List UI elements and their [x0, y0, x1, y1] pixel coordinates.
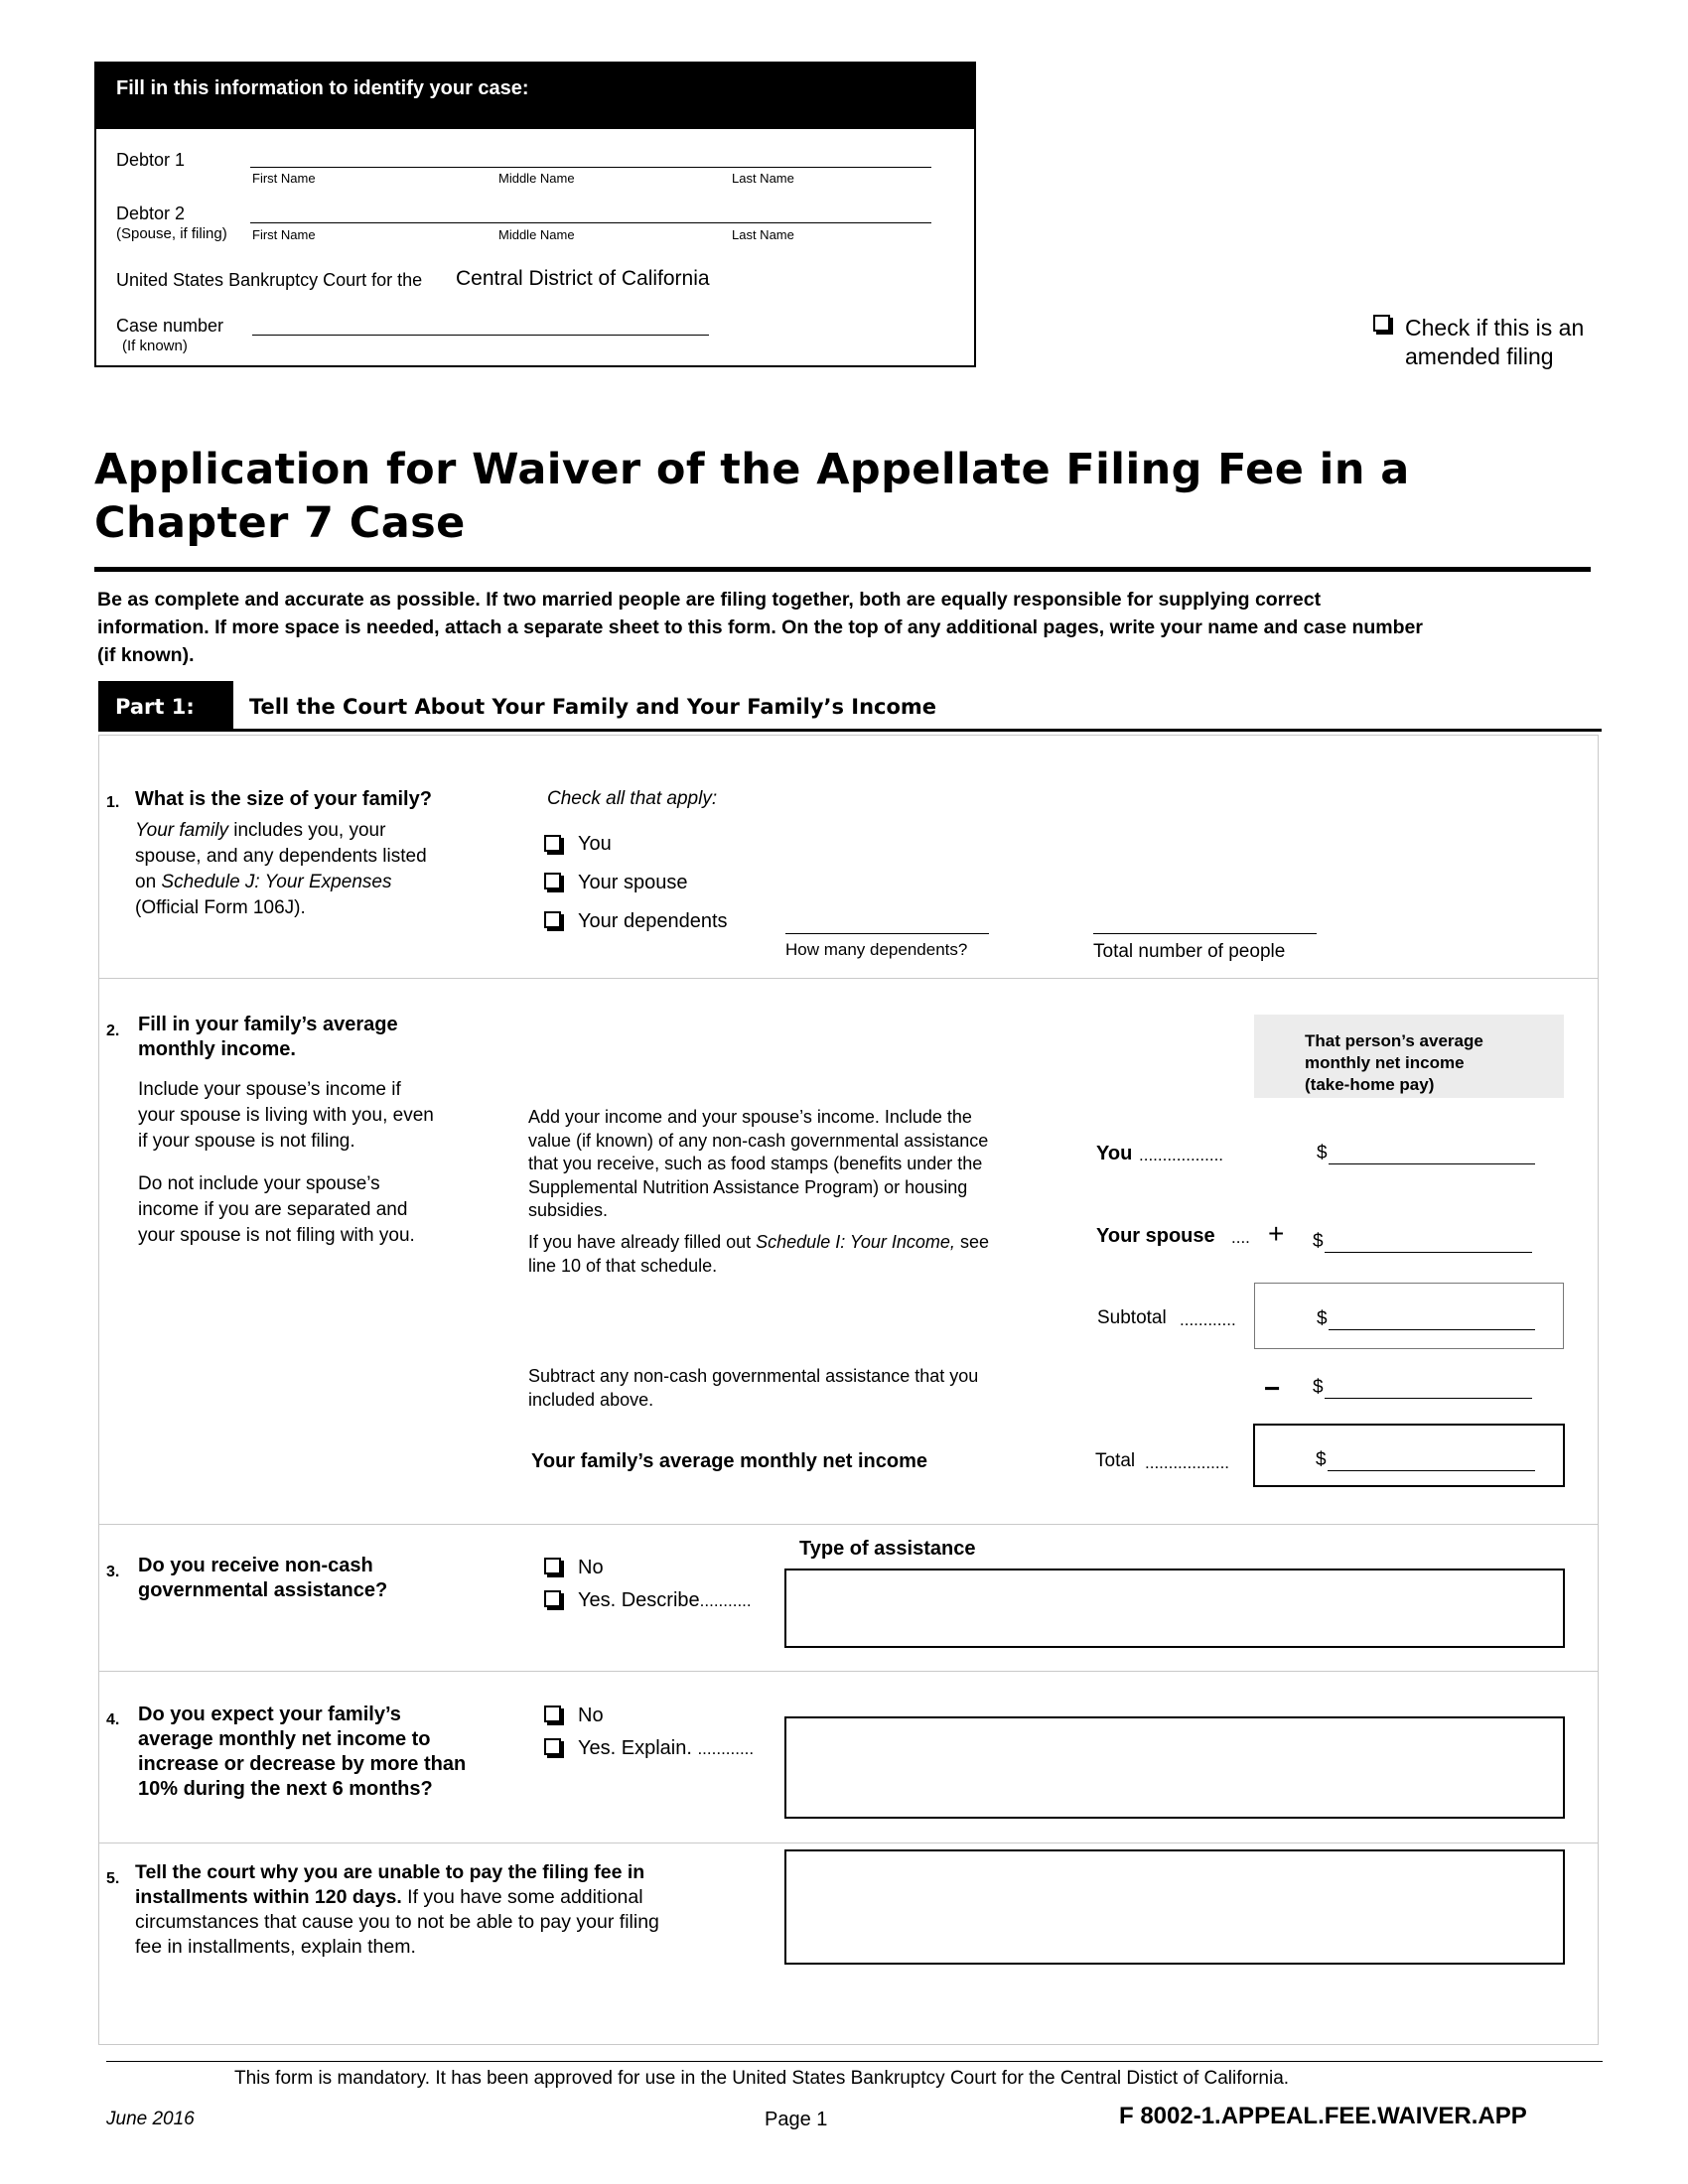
q2-number: 2. [106, 1023, 120, 1039]
q1-line2: spouse, and any dependents listed [135, 846, 427, 867]
amended-filing-checkbox[interactable] [1373, 315, 1390, 332]
q2-you-dollar: $ [1317, 1143, 1328, 1163]
q2-total-label: Total [1095, 1450, 1136, 1471]
q2-d2: line 10 of that schedule. [528, 1255, 718, 1276]
footer-page-number: Page 1 [765, 2109, 828, 2130]
q2-total-dollar: $ [1316, 1449, 1327, 1470]
q2-a1: Include your spouse’s income if [138, 1079, 401, 1100]
q3-yes-dots: ........... [699, 1591, 752, 1610]
q2-total-line [1328, 1470, 1535, 1471]
case-id-header: Fill in this information to identify your case: [96, 64, 974, 129]
debtor2-label: Debtor 2 [116, 204, 186, 223]
q4-explain-textarea[interactable] [784, 1716, 1565, 1819]
part1-title: Tell the Court About Your Family and Your Family’s Income [249, 695, 937, 719]
debtor1-label: Debtor 1 [116, 150, 186, 170]
intro-line-2: information. If more space is needed, attach a separate sheet to this form. On the top of any additional pages, write your name and case number [97, 616, 1423, 638]
part1-tag: Part 1: [115, 695, 195, 719]
intro-line-3: (if known). [97, 644, 195, 666]
q1-title: What is the size of your family? [135, 788, 432, 810]
q2-col-h2: monthly net income [1305, 1053, 1465, 1072]
q4-t2: average monthly net income to [138, 1728, 431, 1750]
q1-line4: (Official Form 106J). [135, 897, 306, 918]
q1-how-many-caption: How many dependents? [785, 940, 968, 959]
q4-t1: Do you expect your family’s [138, 1704, 401, 1725]
q2-b3: your spouse is not filing with you. [138, 1225, 415, 1246]
q2-c1: Add your income and your spouse’s income. Include the [528, 1107, 972, 1127]
q1-line1-rest: includes you, your [227, 820, 386, 841]
form-title-line-1: Application for Waiver of the Appellate Filing Fee in a [94, 445, 1410, 494]
q2-d1-pre: If you have already filled out [528, 1232, 757, 1252]
amended-line-2: amended filing [1405, 343, 1554, 369]
q2-a2: your spouse is living with you, even [138, 1105, 434, 1126]
q5-r3: circumstances that cause you to not be able to pay your filing [135, 1911, 659, 1933]
q1-check-all-label: Check all that apply: [547, 788, 718, 809]
q2-total-box[interactable] [1253, 1424, 1565, 1487]
q5-b2: installments within 120 days. [135, 1886, 402, 1908]
q3-title-line2: governmental assistance? [138, 1579, 388, 1601]
q2-subtotal-dollar: $ [1317, 1308, 1328, 1329]
amended-filing-label [1405, 314, 1584, 371]
intro-line-1: Be as complete and accurate as possible. If two married people are filing together, both are equally responsible for supplying correct [97, 589, 1322, 611]
q4-yes-checkbox[interactable] [544, 1738, 561, 1755]
case-id-box [94, 62, 976, 367]
q3-number: 3. [106, 1564, 120, 1580]
form-title [94, 443, 1410, 550]
debtor1-name-field[interactable] [250, 167, 931, 168]
q1-how-many-dependents-field[interactable] [785, 933, 989, 934]
footer-rule [106, 2061, 1603, 2062]
q1-line3-pre: on [135, 872, 162, 892]
q3-title [138, 1554, 387, 1603]
q2-c3: that you receive, such as food stamps (benefits under the [528, 1154, 983, 1173]
q2-spouse-dots: .... [1231, 1228, 1250, 1247]
q2-title-line2: monthly income. [138, 1038, 296, 1060]
q3-yes-label [578, 1589, 752, 1612]
q2-subtotal-label: Subtotal [1097, 1307, 1167, 1328]
q3-describe-textarea[interactable] [784, 1569, 1565, 1648]
q1-description [135, 818, 512, 921]
q2-title-line1: Fill in your family’s average [138, 1014, 398, 1035]
intro-text [97, 586, 1617, 669]
q1-your-family-em: Your family [135, 820, 228, 841]
q2-d1-post: see [954, 1232, 989, 1252]
q5-number: 5. [106, 1870, 120, 1887]
debtor2-sub-label: (Spouse, if filing) [116, 225, 227, 242]
q4-no-label: No [578, 1705, 604, 1726]
q2-col-h3: (take-home pay) [1305, 1075, 1435, 1094]
q3-yes-text: Yes. Describe [578, 1589, 700, 1611]
form-title-line-2: Chapter 7 Case [94, 498, 466, 548]
q4-t4: 10% during the next 6 months? [138, 1778, 433, 1800]
title-rule [94, 567, 1591, 572]
q2-you-label: You [1096, 1143, 1133, 1164]
q5-explanation-textarea[interactable] [784, 1849, 1565, 1965]
q4-yes-text: Yes. Explain. [578, 1737, 698, 1759]
q2-you-amount-field[interactable] [1329, 1163, 1535, 1164]
q2-column-header [1305, 1030, 1483, 1096]
q2-b2: income if you are separated and [138, 1199, 408, 1220]
q4-t3: increase or decrease by more than [138, 1753, 467, 1775]
q2-a3: if your spouse is not filing. [138, 1131, 355, 1152]
q2-c4: Supplemental Nutrition Assistance Program) or housing [528, 1176, 968, 1197]
q1-total-people-caption: Total number of people [1093, 941, 1286, 962]
q3-no-label: No [578, 1557, 604, 1578]
q3-no-checkbox[interactable] [544, 1558, 561, 1574]
amended-line-1: Check if this is an [1405, 315, 1585, 341]
minus-icon: − [1264, 1373, 1281, 1404]
q4-yes-label [578, 1737, 754, 1760]
q1-schedule-j: Schedule J: Your Expenses [161, 872, 392, 892]
q2-schedule-i-note [528, 1231, 1084, 1278]
q2-title [138, 1013, 398, 1062]
q2-subtract-amount-field[interactable] [1325, 1398, 1532, 1399]
q2-e2: included above. [528, 1389, 654, 1410]
footer-mandatory-note: This form is mandatory. It has been approved for use in the United States Bankruptcy Court for the Central Distict of California. [234, 2068, 1290, 2089]
q2-spouse-label: Your spouse [1096, 1225, 1215, 1247]
q2-c5: subsidies. [528, 1200, 609, 1220]
debtor1-first-name-caption: First Name [252, 171, 316, 186]
q4-title [138, 1703, 466, 1802]
q3-type-of-assistance-label: Type of assistance [799, 1538, 976, 1560]
debtor2-name-field[interactable] [250, 222, 931, 223]
court-district-value: Central District of California [456, 267, 710, 290]
q1-spouse-label: Your spouse [578, 872, 688, 893]
q2-b1: Do not include your spouse’s [138, 1173, 380, 1194]
q2-add-income-instructions [528, 1106, 1084, 1223]
q4-no-checkbox[interactable] [544, 1706, 561, 1722]
q2-include-note [138, 1077, 515, 1155]
q1-total-people-field[interactable] [1093, 933, 1317, 934]
q5-r2: If you have some additional [401, 1886, 643, 1908]
q2-subtract-dollar: $ [1313, 1377, 1324, 1398]
case-number-label: Case number [116, 316, 224, 336]
q5-text [135, 1860, 761, 1960]
q4-yes-dots: ............ [697, 1739, 755, 1758]
q2-subtotal-line [1329, 1329, 1535, 1330]
q2-spouse-dollar: $ [1313, 1231, 1324, 1252]
case-number-field[interactable] [252, 335, 709, 336]
q1-spouse-checkbox[interactable] [544, 873, 561, 889]
q5-b1: Tell the court why you are unable to pay the filing fee in [135, 1861, 645, 1883]
court-label: United States Bankruptcy Court for the [116, 270, 423, 290]
q2-col-h1: That person’s average [1305, 1031, 1483, 1050]
q2-subtract-note [528, 1365, 1084, 1412]
part1-rule [98, 729, 1602, 732]
q2-you-dots: .................. [1139, 1146, 1224, 1164]
debtor2-first-name-caption: First Name [252, 227, 316, 242]
q1-dependents-checkbox[interactable] [544, 911, 561, 928]
plus-icon: + [1268, 1218, 1285, 1249]
debtor1-last-name-caption: Last Name [732, 171, 794, 186]
q4-number: 4. [106, 1711, 120, 1728]
divider-q1-q2 [98, 978, 1599, 979]
q1-dependents-label: Your dependents [578, 910, 728, 932]
q2-schedule-i: Schedule I: Your Income, [756, 1232, 955, 1252]
q2-family-net-income-label: Your family’s average monthly net income [531, 1450, 928, 1472]
q2-subtotal-dots: ............ [1180, 1310, 1236, 1329]
q2-e1: Subtract any non-cash governmental assistance that you [528, 1366, 979, 1386]
q2-total-dots: .................. [1145, 1453, 1230, 1472]
footer-date: June 2016 [106, 2109, 195, 2129]
debtor2-middle-name-caption: Middle Name [498, 227, 575, 242]
q3-title-line1: Do you receive non-cash [138, 1555, 373, 1576]
divider-q3-q4 [98, 1671, 1599, 1672]
q1-you-label: You [578, 833, 612, 855]
q3-yes-checkbox[interactable] [544, 1590, 561, 1607]
q2-spouse-amount-field[interactable] [1325, 1252, 1532, 1253]
q2-c2: value (if known) of any non-cash governmental assistance [528, 1130, 989, 1151]
divider-q2-q3 [98, 1524, 1599, 1525]
case-number-sub-label: (If known) [122, 338, 188, 354]
debtor2-last-name-caption: Last Name [732, 227, 794, 242]
q5-r4: fee in installments, explain them. [135, 1936, 416, 1958]
q1-you-checkbox[interactable] [544, 835, 561, 852]
q2-subtotal-box[interactable] [1254, 1283, 1564, 1349]
q1-number: 1. [106, 794, 120, 811]
debtor1-middle-name-caption: Middle Name [498, 171, 575, 186]
q2-exclude-note [138, 1171, 515, 1249]
footer-form-id: F 8002-1.APPEAL.FEE.WAIVER.APP [1119, 2103, 1527, 2129]
